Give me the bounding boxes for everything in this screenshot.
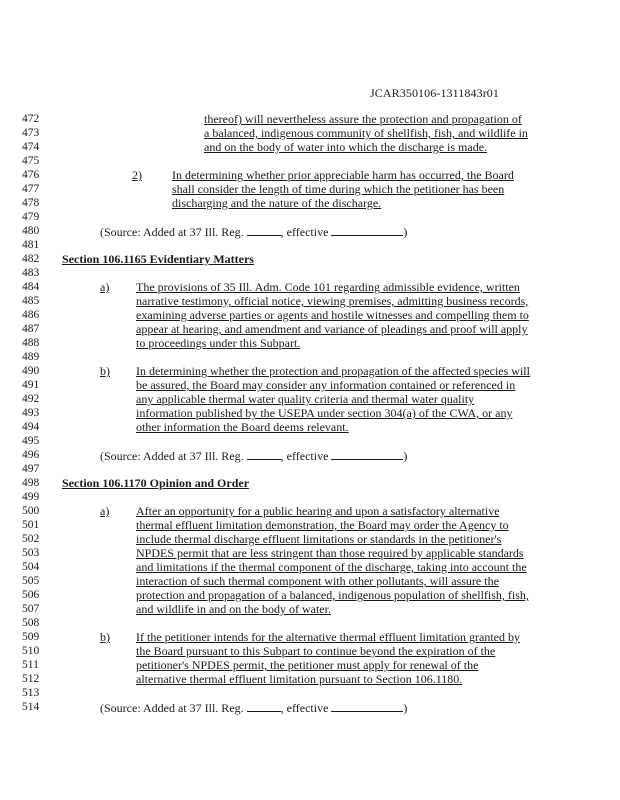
line-text: interaction of such thermal component with other pollutants, will assure the — [136, 574, 499, 588]
line-number: 497 — [22, 463, 40, 475]
line-number: 477 — [22, 183, 40, 195]
line-text: If the petitioner intends for the alternative thermal effluent limitation granted by — [136, 630, 520, 644]
line-text: any applicable thermal water quality criteria and thermal water quality — [136, 392, 475, 406]
line-number: 482 — [22, 253, 40, 265]
line-text: and wildlife in and on the body of water. — [136, 602, 331, 616]
blank-reg-page — [247, 224, 281, 236]
line-text: The provisions of 35 Ill. Adm. Code 101 regarding admissible evidence, written — [136, 280, 520, 294]
line-number: 505 — [22, 575, 40, 587]
line-text: petitioner's NPDES permit, the petitioner must apply for renewal of the — [136, 658, 479, 672]
item-marker: a) — [100, 504, 110, 518]
line-number: 472 — [22, 113, 40, 125]
line-number: 503 — [22, 547, 40, 559]
line-text: discharging and the nature of the discharge. — [172, 196, 382, 210]
line-number: 510 — [22, 645, 40, 657]
line-number: 498 — [22, 477, 40, 489]
blank-effective-date — [331, 224, 403, 236]
line-text: information published by the USEPA under section 304(a) of the CWA, or any — [136, 406, 513, 420]
line-number: 511 — [22, 659, 39, 671]
line-number: 478 — [22, 197, 40, 209]
source-note: (Source: Added at 37 Ill. Reg. , effective ) — [100, 449, 408, 463]
line-number: 496 — [22, 449, 40, 461]
source-note: (Source: Added at 37 Ill. Reg. , effective ) — [100, 225, 408, 239]
line-text: appear at hearing, and amendment and variance of pleadings and proof will apply — [136, 322, 528, 336]
document-id: JCAR350106-1311843r01 — [370, 86, 499, 100]
line-number: 504 — [22, 561, 40, 573]
line-text: After an opportunity for a public hearing and upon a satisfactory alternative — [136, 504, 500, 518]
line-text: and on the body of water into which the discharge is made. — [204, 140, 488, 154]
line-number: 491 — [22, 379, 40, 391]
line-number: 501 — [22, 519, 40, 531]
line-number: 484 — [22, 281, 40, 293]
line-text: shall consider the length of time during which the petitioner has been — [172, 182, 505, 196]
line-number: 485 — [22, 295, 40, 307]
line-number: 500 — [22, 505, 40, 517]
blank-reg-page — [247, 700, 281, 712]
line-number: 492 — [22, 393, 40, 405]
line-text: other information the Board deems relevant. — [136, 420, 349, 434]
line-number: 475 — [22, 155, 40, 167]
line-number: 474 — [22, 141, 40, 153]
line-number: 507 — [22, 603, 40, 615]
line-text: examining adverse parties or agents and hostile witnesses and compelling them to — [136, 308, 529, 322]
line-text: thermal effluent limitation demonstration, the Board may order the Agency to — [136, 518, 509, 532]
line-number: 494 — [22, 421, 40, 433]
blank-reg-page — [247, 448, 281, 460]
item-marker: 2) — [132, 168, 142, 182]
line-text: a balanced, indigenous community of shellfish, fish, and wildlife in — [204, 126, 528, 140]
blank-effective-date — [331, 700, 403, 712]
line-number: 490 — [22, 365, 40, 377]
line-number: 495 — [22, 435, 40, 447]
line-number: 489 — [22, 351, 40, 363]
line-text: to proceedings under this Subpart. — [136, 336, 301, 350]
line-number: 483 — [22, 267, 40, 279]
line-text: In determining whether prior appreciable harm has occurred, the Board — [172, 168, 514, 182]
line-number: 502 — [22, 533, 40, 545]
line-number: 488 — [22, 337, 40, 349]
line-number: 499 — [22, 491, 40, 503]
line-number: 486 — [22, 309, 40, 321]
item-marker: a) — [100, 280, 110, 294]
line-number: 514 — [22, 701, 40, 713]
line-text: In determining whether the protection and propagation of the affected species will — [136, 364, 530, 378]
line-number: 506 — [22, 589, 40, 601]
line-number: 513 — [22, 687, 40, 699]
blank-effective-date — [331, 448, 403, 460]
line-text: include thermal discharge effluent limitations or standards in the petitioner's — [136, 532, 502, 546]
line-number: 473 — [22, 127, 40, 139]
line-text: NPDES permit that are less stringent than those required by applicable standards — [136, 546, 524, 560]
line-number: 487 — [22, 323, 40, 335]
item-marker: b) — [100, 630, 110, 644]
line-text: the Board pursuant to this Subpart to continue beyond the expiration of the — [136, 644, 496, 658]
line-text: and limitations if the thermal component of the discharge, taking into account the — [136, 560, 527, 574]
line-number: 479 — [22, 211, 40, 223]
line-number: 512 — [22, 673, 40, 685]
section-heading: Section 106.1170 Opinion and Order — [62, 476, 250, 490]
item-marker: b) — [100, 364, 110, 378]
line-text: narrative testimony, official notice, viewing premises, admitting business records, — [136, 294, 529, 308]
line-text: be assured, the Board may consider any information contained or referenced in — [136, 378, 516, 392]
line-number: 476 — [22, 169, 40, 181]
line-number: 508 — [22, 617, 40, 629]
section-heading: Section 106.1165 Evidentiary Matters — [62, 252, 254, 266]
line-text: thereof) will nevertheless assure the protection and propagation of — [204, 112, 522, 126]
line-number: 481 — [22, 239, 40, 251]
source-note: (Source: Added at 37 Ill. Reg. , effective ) — [100, 701, 408, 715]
line-number: 493 — [22, 407, 40, 419]
line-text: protection and propagation of a balanced, indigenous population of shellfish, fish, — [136, 588, 529, 602]
line-text: alternative thermal effluent limitation pursuant to Section 106.1180. — [136, 672, 463, 686]
line-number: 509 — [22, 631, 40, 643]
line-number: 480 — [22, 225, 40, 237]
